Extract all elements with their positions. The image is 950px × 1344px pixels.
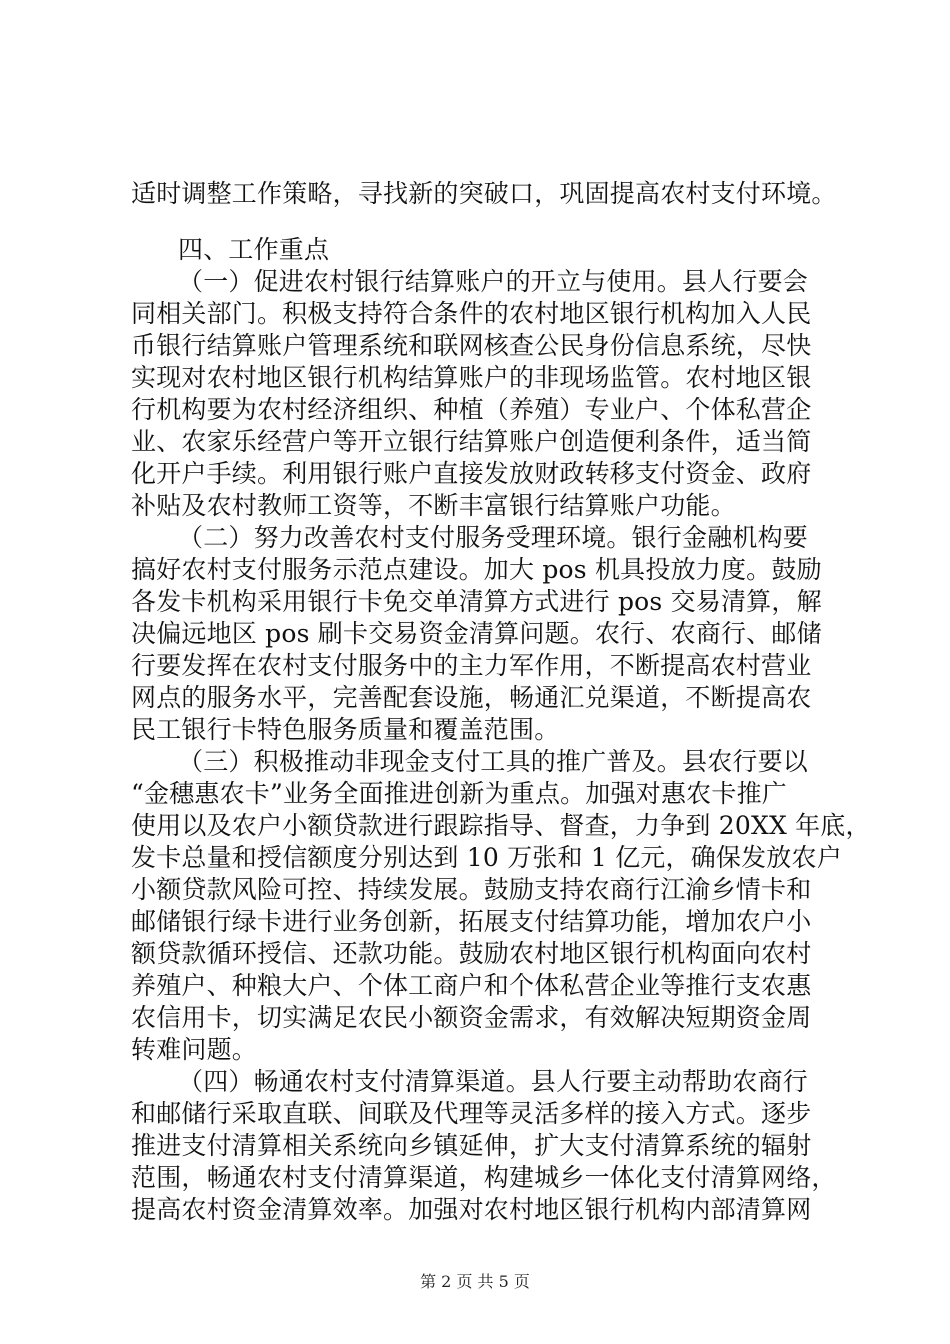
paragraph-2-line: 决偏远地区 pos 刷卡交易资金清算问题。农行、农商行、邮储 bbox=[131, 619, 822, 648]
paragraph-1-line: （一）促进农村银行结算账户的开立与使用。县人行要会 bbox=[178, 267, 809, 296]
paragraph-1-line: 币银行结算账户管理系统和联网核查公民身份信息系统，尽快 bbox=[131, 331, 812, 360]
paragraph-4-line: 提高农村资金清算效率。加强对农村地区银行机构内部清算网 bbox=[131, 1195, 812, 1224]
paragraph-1-line: 同相关部门。积极支持符合条件的农村地区银行机构加入人民 bbox=[131, 299, 812, 328]
paragraph-2-line: 各发卡机构采用银行卡免交单清算方式进行 pos 交易清算，解 bbox=[131, 587, 822, 616]
paragraph-3-line: 发卡总量和授信额度分别达到 10 万张和 1 亿元，确保发放农户 bbox=[131, 843, 842, 872]
paragraph-2-line: 搞好农村支付服务示范点建设。加大 pos 机具投放力度。鼓励 bbox=[131, 555, 822, 584]
paragraph-4-line: 和邮储行采取直联、间联及代理等灵活多样的接入方式。逐步 bbox=[131, 1099, 812, 1128]
paragraph-3-line: 额贷款循环授信、还款功能。鼓励农村地区银行机构面向农村 bbox=[131, 939, 812, 968]
paragraph-2-line: 行要发挥在农村支付服务中的主力军作用，不断提高农村营业 bbox=[131, 651, 812, 680]
paragraph-1-line: 行机构要为农村经济组织、种植（养殖）专业户、个体私营企 bbox=[131, 395, 812, 424]
paragraph-2-line: （二）努力改善农村支付服务受理环境。银行金融机构要 bbox=[178, 523, 809, 552]
paragraph-3-line: 使用以及农户小额贷款进行跟踪指导、督查，力争到 20XX 年底， bbox=[131, 811, 871, 840]
paragraph-3-line: 养殖户、种粮大户、个体工商户和个体私营企业等推行支农惠 bbox=[131, 971, 812, 1000]
paragraph-4-line: （四）畅通农村支付清算渠道。县人行要主动帮助农商行 bbox=[178, 1067, 809, 1096]
paragraph-3-line: （三）积极推动非现金支付工具的推广普及。县农行要以 bbox=[178, 747, 809, 776]
paragraph-2-line: 网点的服务水平，完善配套设施，畅通汇兑渠道，不断提高农 bbox=[131, 683, 812, 712]
paragraph-3-line: “金穗惠农卡”业务全面推进创新为重点。加强对惠农卡推广 bbox=[131, 779, 787, 808]
paragraph-1-line: 补贴及农村教师工资等，不断丰富银行结算账户功能。 bbox=[131, 491, 736, 520]
paragraph-2-line: 民工银行卡特色服务质量和覆盖范围。 bbox=[131, 715, 560, 744]
paragraph-4-line: 范围，畅通农村支付清算渠道，构建城乡一体化支付清算网络， bbox=[131, 1163, 837, 1192]
paragraph-3-line: 农信用卡，切实满足农民小额资金需求，有效解决短期资金周 bbox=[131, 1003, 812, 1032]
paragraph-1-line: 业、农家乐经营户等开立银行结算账户创造便利条件，适当简 bbox=[131, 427, 812, 456]
paragraph-3-line: 小额贷款风险可控、持续发展。鼓励支持农商行江渝乡情卡和 bbox=[131, 875, 812, 904]
page-footer: 第 2 页 共 5 页 bbox=[420, 1272, 530, 1291]
paragraph-1-line: 化开户手续。利用银行账户直接发放财政转移支付资金、政府 bbox=[131, 459, 812, 488]
intro-line: 适时调整工作策略，寻找新的突破口，巩固提高农村支付环境。 bbox=[131, 179, 837, 208]
paragraph-3-line: 邮储银行绿卡进行业务创新，拓展支付结算功能，增加农户小 bbox=[131, 907, 812, 936]
paragraph-4-line: 推进支付清算相关系统向乡镇延伸，扩大支付清算系统的辐射 bbox=[131, 1131, 812, 1160]
paragraph-3-line: 转难问题。 bbox=[131, 1035, 258, 1064]
paragraph-1-line: 实现对农村地区银行机构结算账户的非现场监管。农村地区银 bbox=[131, 363, 812, 392]
section-heading: 四、工作重点 bbox=[178, 235, 330, 264]
